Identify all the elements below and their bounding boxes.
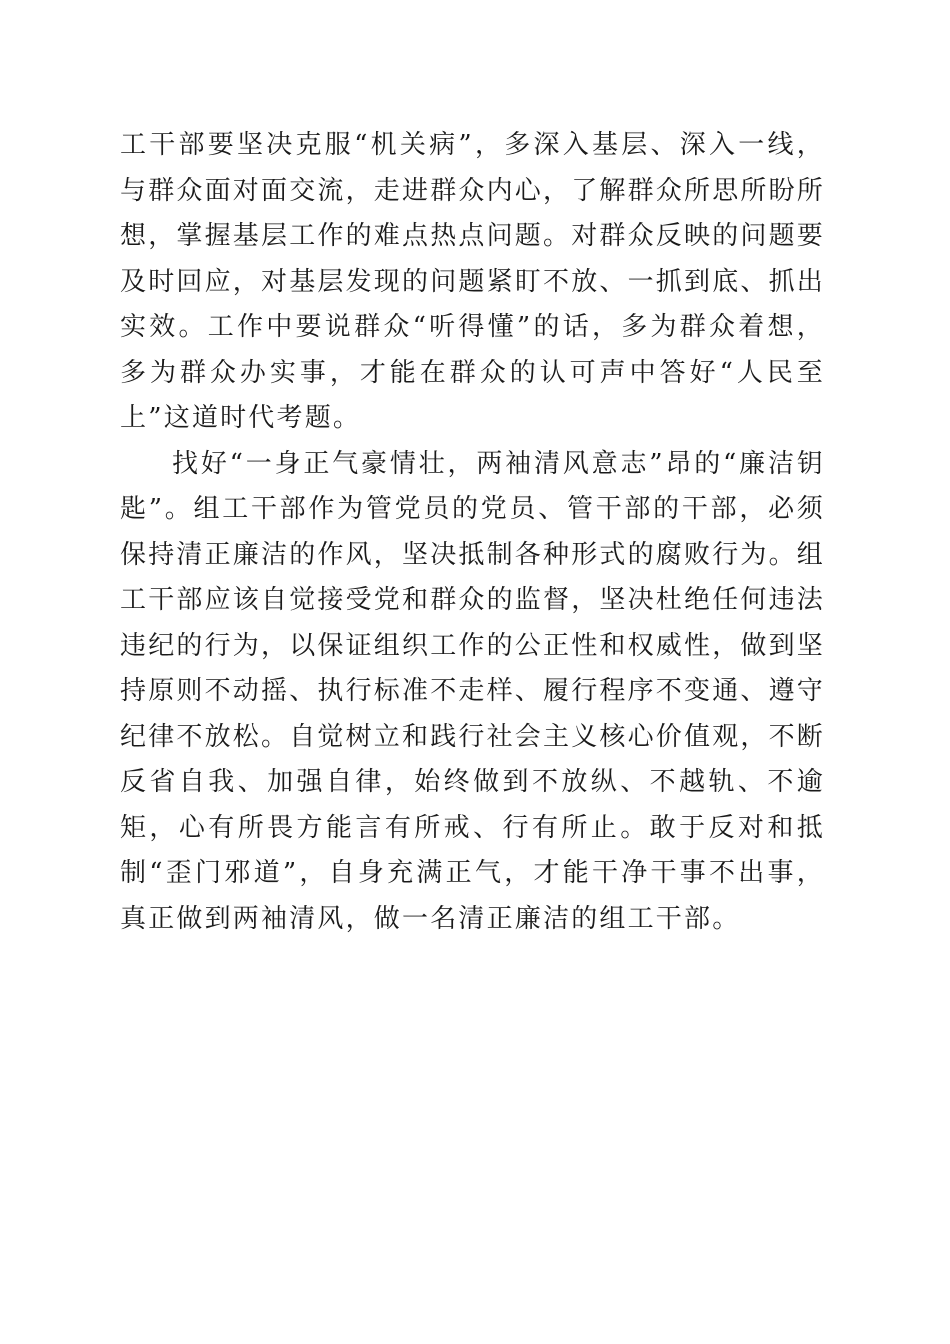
paragraph-incorruptibility: 找好“一身正气豪情壮，两袖清风意志”昂的“廉洁钥匙”。组工干部作为管党员的党员、管干部的干部，必须保持清正廉洁的作风，坚决抵制各种形式的腐败行为。组工干部应该自觉接受党和群众的监督，坚决杜绝任何违法违纪的行为，以保证组织工作的公正性和权威性，做到坚持原则不动摇、执行标准不走样、履行程序不变通、遵守纪律不放松。自觉树立和践行社会主义核心价值观，不断反省自我、加强自律，始终做到不放纵、不越轨、不逾矩，心有所畏方能言有所戒、行有所止。敢于反对和抵制“歪门邪道”，自身充满正气，才能干净干事不出事，真正做到两袖清风，做一名清正廉洁的组工干部。 xyxy=(120,448,826,934)
paragraph-continued: 工干部要坚决克服“机关病”，多深入基层、深入一线，与群众面对面交流，走进群众内心，了解群众所思所盼所想，掌握基层工作的难点热点问题。对群众反映的问题要及时回应，对基层发现的问题紧盯不放、一抓到底、抓出实效。工作中要说群众“听得懂”的话，多为群众着想，多为群众办实事，才能在群众的认可声中答好“人民至上”这道时代考题。 xyxy=(120,130,826,433)
document-body xyxy=(120,123,825,942)
